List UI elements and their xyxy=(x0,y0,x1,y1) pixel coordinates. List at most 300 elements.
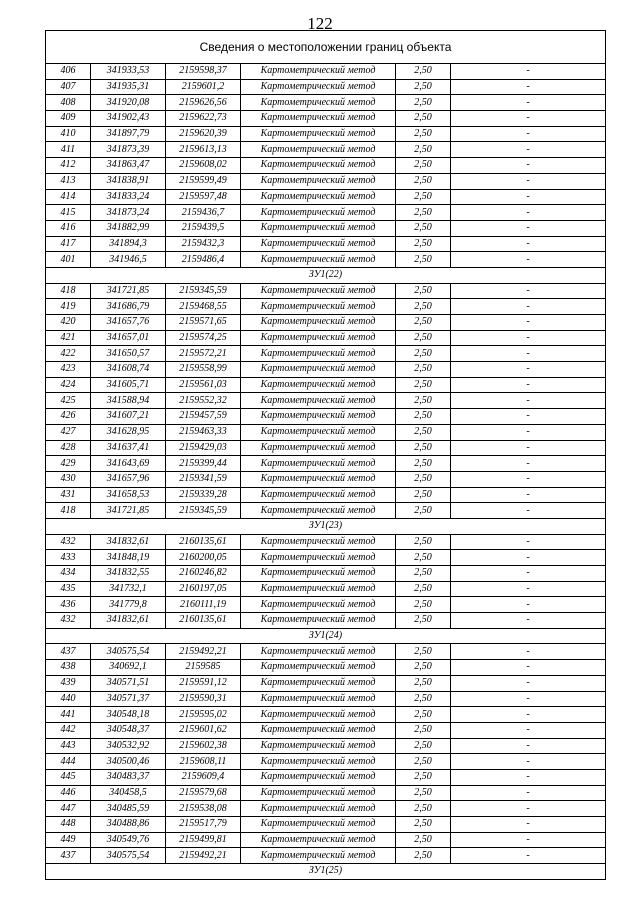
accuracy-cell: 2,50 xyxy=(396,471,451,487)
section-label: ЗУ1(23) xyxy=(46,518,606,534)
method-cell: Картометрический метод xyxy=(241,613,396,629)
method-cell: Картометрический метод xyxy=(241,848,396,864)
method-cell: Картометрический метод xyxy=(241,754,396,770)
table-title-row xyxy=(46,31,606,64)
point-number-cell: 424 xyxy=(46,377,91,393)
accuracy-cell: 2,50 xyxy=(396,769,451,785)
y-coordinate-cell: 2159538,08 xyxy=(166,801,241,817)
point-number-cell: 425 xyxy=(46,393,91,409)
x-coordinate-cell: 341732,1 xyxy=(91,581,166,597)
method-cell: Картометрический метод xyxy=(241,64,396,80)
method-cell: Картометрический метод xyxy=(241,566,396,582)
accuracy-cell: 2,50 xyxy=(396,566,451,582)
method-cell: Картометрический метод xyxy=(241,377,396,393)
description-cell: - xyxy=(451,252,606,268)
accuracy-cell: 2,50 xyxy=(396,158,451,174)
table-row xyxy=(46,409,606,425)
table-row xyxy=(46,79,606,95)
table-row xyxy=(46,220,606,236)
table-row xyxy=(46,393,606,409)
point-number-cell: 423 xyxy=(46,362,91,378)
table-row xyxy=(46,550,606,566)
method-cell: Картометрический метод xyxy=(241,393,396,409)
description-cell: - xyxy=(451,424,606,440)
y-coordinate-cell: 2159609,4 xyxy=(166,769,241,785)
point-number-cell: 407 xyxy=(46,79,91,95)
x-coordinate-cell: 341935,31 xyxy=(91,79,166,95)
y-coordinate-cell: 2159613,13 xyxy=(166,142,241,158)
accuracy-cell: 2,50 xyxy=(396,503,451,519)
x-coordinate-cell: 340571,51 xyxy=(91,675,166,691)
description-cell: - xyxy=(451,738,606,754)
y-coordinate-cell: 2159601,2 xyxy=(166,79,241,95)
method-cell: Картометрический метод xyxy=(241,205,396,221)
method-cell: Картометрический метод xyxy=(241,660,396,676)
y-coordinate-cell: 2159572,21 xyxy=(166,346,241,362)
method-cell: Картометрический метод xyxy=(241,581,396,597)
description-cell: - xyxy=(451,817,606,833)
table-row xyxy=(46,440,606,456)
x-coordinate-cell: 341832,61 xyxy=(91,613,166,629)
table-row xyxy=(46,597,606,613)
table-row xyxy=(46,754,606,770)
point-number-cell: 439 xyxy=(46,675,91,691)
table-row xyxy=(46,95,606,111)
accuracy-cell: 2,50 xyxy=(396,126,451,142)
method-cell: Картометрический метод xyxy=(241,832,396,848)
table-row xyxy=(46,566,606,582)
description-cell: - xyxy=(451,346,606,362)
x-coordinate-cell: 340575,54 xyxy=(91,848,166,864)
point-number-cell: 441 xyxy=(46,707,91,723)
accuracy-cell: 2,50 xyxy=(396,283,451,299)
x-coordinate-cell: 340575,54 xyxy=(91,644,166,660)
method-cell: Картометрический метод xyxy=(241,252,396,268)
y-coordinate-cell: 2159608,11 xyxy=(166,754,241,770)
table-row xyxy=(46,848,606,864)
point-number-cell: 437 xyxy=(46,644,91,660)
y-coordinate-cell: 2159486,4 xyxy=(166,252,241,268)
method-cell: Картометрический метод xyxy=(241,722,396,738)
description-cell: - xyxy=(451,832,606,848)
point-number-cell: 443 xyxy=(46,738,91,754)
description-cell: - xyxy=(451,142,606,158)
accuracy-cell: 2,50 xyxy=(396,220,451,236)
point-number-cell: 427 xyxy=(46,424,91,440)
method-cell: Картометрический метод xyxy=(241,785,396,801)
point-number-cell: 411 xyxy=(46,142,91,158)
table-row xyxy=(46,330,606,346)
x-coordinate-cell: 340571,37 xyxy=(91,691,166,707)
point-number-cell: 418 xyxy=(46,283,91,299)
accuracy-cell: 2,50 xyxy=(396,832,451,848)
table-row xyxy=(46,158,606,174)
accuracy-cell: 2,50 xyxy=(396,142,451,158)
point-number-cell: 406 xyxy=(46,64,91,80)
y-coordinate-cell: 2159598,37 xyxy=(166,64,241,80)
y-coordinate-cell: 2160197,05 xyxy=(166,581,241,597)
x-coordinate-cell: 341873,39 xyxy=(91,142,166,158)
x-coordinate-cell: 341721,85 xyxy=(91,503,166,519)
point-number-cell: 413 xyxy=(46,173,91,189)
x-coordinate-cell: 341588,94 xyxy=(91,393,166,409)
description-cell: - xyxy=(451,158,606,174)
y-coordinate-cell: 2159468,55 xyxy=(166,299,241,315)
description-cell: - xyxy=(451,79,606,95)
point-number-cell: 435 xyxy=(46,581,91,597)
accuracy-cell: 2,50 xyxy=(396,315,451,331)
point-number-cell: 448 xyxy=(46,817,91,833)
point-number-cell: 410 xyxy=(46,126,91,142)
table-row xyxy=(46,142,606,158)
x-coordinate-cell: 341628,95 xyxy=(91,424,166,440)
section-header-row xyxy=(46,267,606,283)
method-cell: Картометрический метод xyxy=(241,299,396,315)
x-coordinate-cell: 341873,24 xyxy=(91,205,166,221)
x-coordinate-cell: 341643,69 xyxy=(91,456,166,472)
x-coordinate-cell: 341657,96 xyxy=(91,471,166,487)
accuracy-cell: 2,50 xyxy=(396,189,451,205)
x-coordinate-cell: 341946,5 xyxy=(91,252,166,268)
table-row xyxy=(46,769,606,785)
description-cell: - xyxy=(451,315,606,331)
method-cell: Картометрический метод xyxy=(241,487,396,503)
description-cell: - xyxy=(451,440,606,456)
x-coordinate-cell: 340692,1 xyxy=(91,660,166,676)
table-row xyxy=(46,377,606,393)
description-cell: - xyxy=(451,126,606,142)
description-cell: - xyxy=(451,675,606,691)
table-row xyxy=(46,817,606,833)
method-cell: Картометрический метод xyxy=(241,675,396,691)
table-row xyxy=(46,283,606,299)
accuracy-cell: 2,50 xyxy=(396,440,451,456)
method-cell: Картометрический метод xyxy=(241,817,396,833)
description-cell: - xyxy=(451,722,606,738)
point-number-cell: 430 xyxy=(46,471,91,487)
method-cell: Картометрический метод xyxy=(241,173,396,189)
point-number-cell: 412 xyxy=(46,158,91,174)
table-row xyxy=(46,205,606,221)
accuracy-cell: 2,50 xyxy=(396,299,451,315)
description-cell: - xyxy=(451,362,606,378)
table-row xyxy=(46,362,606,378)
table-row xyxy=(46,613,606,629)
description-cell: - xyxy=(451,456,606,472)
boundary-coordinates-table xyxy=(45,30,606,880)
accuracy-cell: 2,50 xyxy=(396,236,451,252)
y-coordinate-cell: 2159622,73 xyxy=(166,111,241,127)
method-cell: Картометрический метод xyxy=(241,738,396,754)
y-coordinate-cell: 2159517,79 xyxy=(166,817,241,833)
x-coordinate-cell: 341637,41 xyxy=(91,440,166,456)
point-number-cell: 408 xyxy=(46,95,91,111)
point-number-cell: 422 xyxy=(46,346,91,362)
section-header-row xyxy=(46,628,606,644)
table-row xyxy=(46,471,606,487)
x-coordinate-cell: 340458,5 xyxy=(91,785,166,801)
description-cell: - xyxy=(451,566,606,582)
point-number-cell: 440 xyxy=(46,691,91,707)
y-coordinate-cell: 2159620,39 xyxy=(166,126,241,142)
accuracy-cell: 2,50 xyxy=(396,64,451,80)
accuracy-cell: 2,50 xyxy=(396,173,451,189)
description-cell: - xyxy=(451,173,606,189)
table-row xyxy=(46,252,606,268)
accuracy-cell: 2,50 xyxy=(396,95,451,111)
point-number-cell: 401 xyxy=(46,252,91,268)
method-cell: Картометрический метод xyxy=(241,424,396,440)
section-label: ЗУ1(25) xyxy=(46,864,606,880)
y-coordinate-cell: 2159597,48 xyxy=(166,189,241,205)
y-coordinate-cell: 2160135,61 xyxy=(166,534,241,550)
section-header-row xyxy=(46,518,606,534)
table-row xyxy=(46,660,606,676)
method-cell: Картометрический метод xyxy=(241,79,396,95)
method-cell: Картометрический метод xyxy=(241,95,396,111)
table-row xyxy=(46,346,606,362)
table-row xyxy=(46,315,606,331)
point-number-cell: 414 xyxy=(46,189,91,205)
page-number: 122 xyxy=(307,14,333,33)
y-coordinate-cell: 2159339,28 xyxy=(166,487,241,503)
x-coordinate-cell: 341920,08 xyxy=(91,95,166,111)
y-coordinate-cell: 2159463,33 xyxy=(166,424,241,440)
accuracy-cell: 2,50 xyxy=(396,424,451,440)
accuracy-cell: 2,50 xyxy=(396,487,451,503)
accuracy-cell: 2,50 xyxy=(396,205,451,221)
method-cell: Картометрический метод xyxy=(241,471,396,487)
point-number-cell: 432 xyxy=(46,534,91,550)
method-cell: Картометрический метод xyxy=(241,283,396,299)
table-row xyxy=(46,691,606,707)
y-coordinate-cell: 2159341,59 xyxy=(166,471,241,487)
x-coordinate-cell: 341882,99 xyxy=(91,220,166,236)
point-number-cell: 438 xyxy=(46,660,91,676)
description-cell: - xyxy=(451,660,606,676)
y-coordinate-cell: 2159601,62 xyxy=(166,722,241,738)
x-coordinate-cell: 340548,37 xyxy=(91,722,166,738)
table-row xyxy=(46,111,606,127)
x-coordinate-cell: 341933,53 xyxy=(91,64,166,80)
y-coordinate-cell: 2159429,03 xyxy=(166,440,241,456)
y-coordinate-cell: 2159492,21 xyxy=(166,848,241,864)
description-cell: - xyxy=(451,754,606,770)
description-cell: - xyxy=(451,534,606,550)
description-cell: - xyxy=(451,707,606,723)
description-cell: - xyxy=(451,581,606,597)
method-cell: Картометрический метод xyxy=(241,801,396,817)
accuracy-cell: 2,50 xyxy=(396,362,451,378)
y-coordinate-cell: 2159345,59 xyxy=(166,283,241,299)
x-coordinate-cell: 341894,3 xyxy=(91,236,166,252)
method-cell: Картометрический метод xyxy=(241,409,396,425)
table-row xyxy=(46,456,606,472)
point-number-cell: 419 xyxy=(46,299,91,315)
x-coordinate-cell: 340500,46 xyxy=(91,754,166,770)
y-coordinate-cell: 2159492,21 xyxy=(166,644,241,660)
y-coordinate-cell: 2159574,25 xyxy=(166,330,241,346)
x-coordinate-cell: 341686,79 xyxy=(91,299,166,315)
description-cell: - xyxy=(451,769,606,785)
section-label: ЗУ1(24) xyxy=(46,628,606,644)
point-number-cell: 449 xyxy=(46,832,91,848)
point-number-cell: 420 xyxy=(46,315,91,331)
x-coordinate-cell: 341832,55 xyxy=(91,566,166,582)
accuracy-cell: 2,50 xyxy=(396,754,451,770)
x-coordinate-cell: 341657,01 xyxy=(91,330,166,346)
accuracy-cell: 2,50 xyxy=(396,707,451,723)
y-coordinate-cell: 2159591,12 xyxy=(166,675,241,691)
point-number-cell: 418 xyxy=(46,503,91,519)
accuracy-cell: 2,50 xyxy=(396,785,451,801)
table-row xyxy=(46,126,606,142)
point-number-cell: 447 xyxy=(46,801,91,817)
table-row xyxy=(46,785,606,801)
description-cell: - xyxy=(451,111,606,127)
y-coordinate-cell: 2159585 xyxy=(166,660,241,676)
y-coordinate-cell: 2159599,49 xyxy=(166,173,241,189)
point-number-cell: 421 xyxy=(46,330,91,346)
y-coordinate-cell: 2159558,99 xyxy=(166,362,241,378)
y-coordinate-cell: 2160135,61 xyxy=(166,613,241,629)
accuracy-cell: 2,50 xyxy=(396,252,451,268)
accuracy-cell: 2,50 xyxy=(396,801,451,817)
table-row xyxy=(46,832,606,848)
point-number-cell: 434 xyxy=(46,566,91,582)
accuracy-cell: 2,50 xyxy=(396,456,451,472)
method-cell: Картометрический метод xyxy=(241,362,396,378)
table-row xyxy=(46,675,606,691)
x-coordinate-cell: 341657,76 xyxy=(91,315,166,331)
y-coordinate-cell: 2159571,65 xyxy=(166,315,241,331)
table-row xyxy=(46,503,606,519)
description-cell: - xyxy=(451,409,606,425)
table-row xyxy=(46,534,606,550)
accuracy-cell: 2,50 xyxy=(396,848,451,864)
method-cell: Картометрический метод xyxy=(241,315,396,331)
y-coordinate-cell: 2159399,44 xyxy=(166,456,241,472)
method-cell: Картометрический метод xyxy=(241,550,396,566)
description-cell: - xyxy=(451,95,606,111)
accuracy-cell: 2,50 xyxy=(396,534,451,550)
accuracy-cell: 2,50 xyxy=(396,111,451,127)
point-number-cell: 445 xyxy=(46,769,91,785)
description-cell: - xyxy=(451,691,606,707)
accuracy-cell: 2,50 xyxy=(396,817,451,833)
method-cell: Картометрический метод xyxy=(241,126,396,142)
table-row xyxy=(46,299,606,315)
description-cell: - xyxy=(451,236,606,252)
method-cell: Картометрический метод xyxy=(241,142,396,158)
x-coordinate-cell: 341721,85 xyxy=(91,283,166,299)
point-number-cell: 417 xyxy=(46,236,91,252)
description-cell: - xyxy=(451,471,606,487)
accuracy-cell: 2,50 xyxy=(396,581,451,597)
method-cell: Картометрический метод xyxy=(241,534,396,550)
accuracy-cell: 2,50 xyxy=(396,644,451,660)
y-coordinate-cell: 2159602,38 xyxy=(166,738,241,754)
y-coordinate-cell: 2159561,03 xyxy=(166,377,241,393)
y-coordinate-cell: 2159457,59 xyxy=(166,409,241,425)
accuracy-cell: 2,50 xyxy=(396,738,451,754)
description-cell: - xyxy=(451,299,606,315)
table-title: Сведения о местоположении границ объекта xyxy=(46,31,606,64)
x-coordinate-cell: 341833,24 xyxy=(91,189,166,205)
description-cell: - xyxy=(451,64,606,80)
x-coordinate-cell: 340485,59 xyxy=(91,801,166,817)
point-number-cell: 433 xyxy=(46,550,91,566)
accuracy-cell: 2,50 xyxy=(396,79,451,95)
x-coordinate-cell: 341863,47 xyxy=(91,158,166,174)
method-cell: Картометрический метод xyxy=(241,707,396,723)
description-cell: - xyxy=(451,801,606,817)
description-cell: - xyxy=(451,644,606,660)
description-cell: - xyxy=(451,377,606,393)
method-cell: Картометрический метод xyxy=(241,503,396,519)
y-coordinate-cell: 2159590,31 xyxy=(166,691,241,707)
y-coordinate-cell: 2159608,02 xyxy=(166,158,241,174)
y-coordinate-cell: 2160111,19 xyxy=(166,597,241,613)
y-coordinate-cell: 2159432,3 xyxy=(166,236,241,252)
y-coordinate-cell: 2160200,05 xyxy=(166,550,241,566)
accuracy-cell: 2,50 xyxy=(396,393,451,409)
point-number-cell: 415 xyxy=(46,205,91,221)
table-row xyxy=(46,644,606,660)
x-coordinate-cell: 341897,79 xyxy=(91,126,166,142)
method-cell: Картометрический метод xyxy=(241,456,396,472)
accuracy-cell: 2,50 xyxy=(396,722,451,738)
method-cell: Картометрический метод xyxy=(241,597,396,613)
y-coordinate-cell: 2159595,02 xyxy=(166,707,241,723)
method-cell: Картометрический метод xyxy=(241,691,396,707)
accuracy-cell: 2,50 xyxy=(396,691,451,707)
method-cell: Картометрический метод xyxy=(241,440,396,456)
x-coordinate-cell: 341779,8 xyxy=(91,597,166,613)
x-coordinate-cell: 341658,53 xyxy=(91,487,166,503)
y-coordinate-cell: 2159436,7 xyxy=(166,205,241,221)
description-cell: - xyxy=(451,220,606,236)
table-row xyxy=(46,64,606,80)
point-number-cell: 426 xyxy=(46,409,91,425)
table-row xyxy=(46,707,606,723)
description-cell: - xyxy=(451,330,606,346)
accuracy-cell: 2,50 xyxy=(396,613,451,629)
y-coordinate-cell: 2159626,56 xyxy=(166,95,241,111)
accuracy-cell: 2,50 xyxy=(396,660,451,676)
y-coordinate-cell: 2159579,68 xyxy=(166,785,241,801)
description-cell: - xyxy=(451,785,606,801)
x-coordinate-cell: 340483,37 xyxy=(91,769,166,785)
description-cell: - xyxy=(451,393,606,409)
table-row xyxy=(46,236,606,252)
point-number-cell: 428 xyxy=(46,440,91,456)
description-cell: - xyxy=(451,550,606,566)
description-cell: - xyxy=(451,503,606,519)
table-row xyxy=(46,424,606,440)
x-coordinate-cell: 341605,71 xyxy=(91,377,166,393)
method-cell: Картометрический метод xyxy=(241,158,396,174)
point-number-cell: 436 xyxy=(46,597,91,613)
accuracy-cell: 2,50 xyxy=(396,550,451,566)
table-row xyxy=(46,487,606,503)
section-header-row xyxy=(46,864,606,880)
y-coordinate-cell: 2159439,5 xyxy=(166,220,241,236)
description-cell: - xyxy=(451,487,606,503)
y-coordinate-cell: 2160246,82 xyxy=(166,566,241,582)
x-coordinate-cell: 341832,61 xyxy=(91,534,166,550)
section-label: ЗУ1(22) xyxy=(46,267,606,283)
